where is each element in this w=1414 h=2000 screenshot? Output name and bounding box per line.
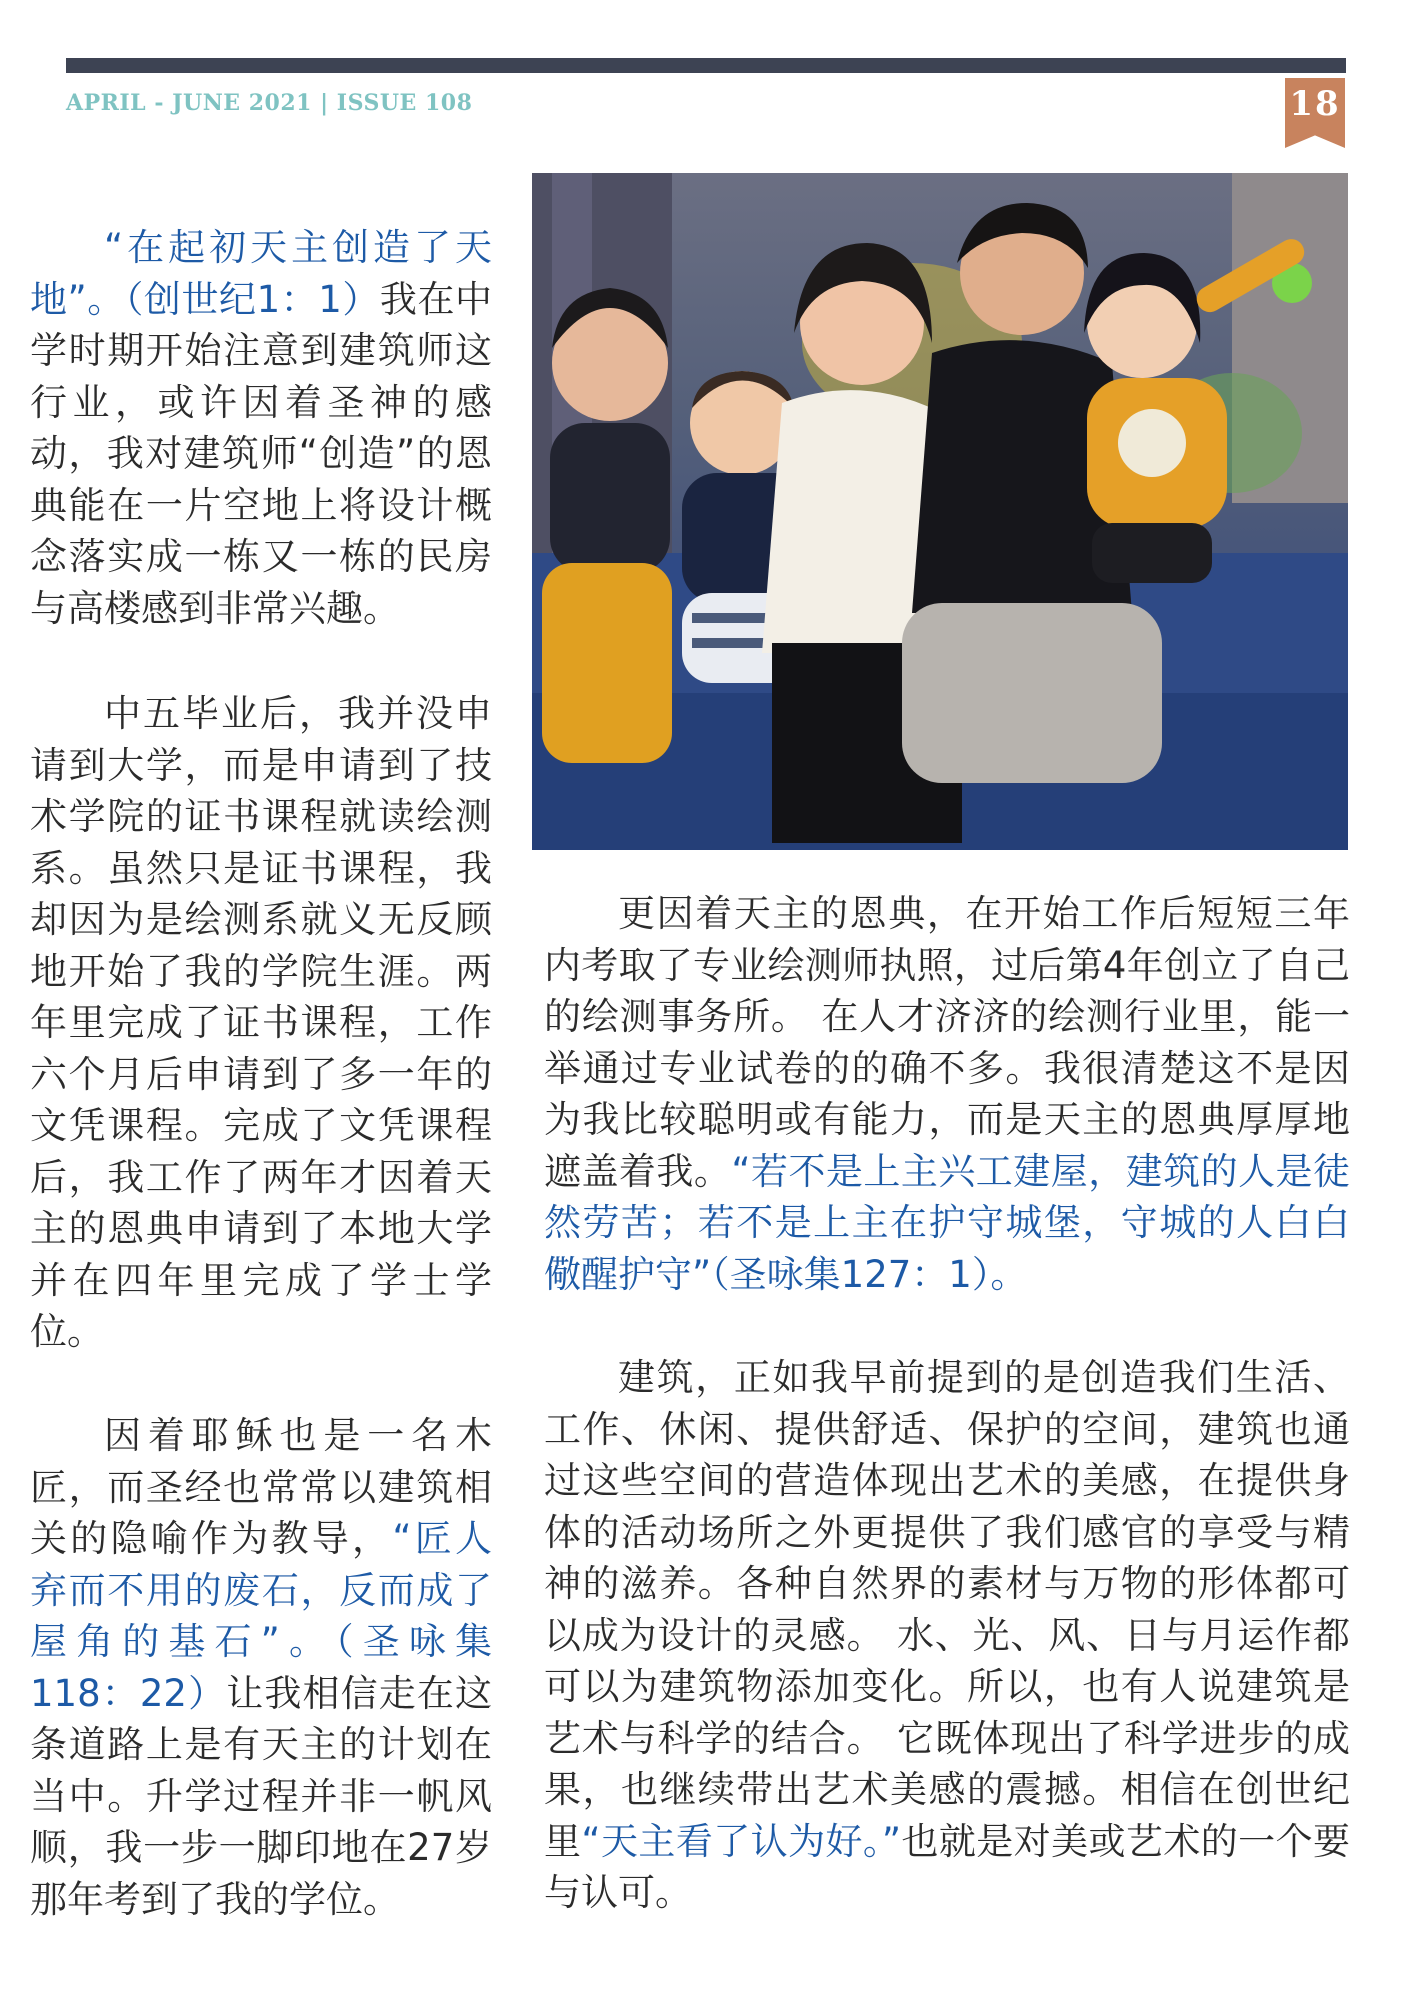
paragraph-1 (30, 222, 492, 634)
right-column-p1 (544, 888, 1350, 1300)
left-column (30, 222, 492, 634)
issue-label: APRIL - JUNE 2021 | ISSUE 108 (66, 90, 473, 116)
genesis-good-quote: “天主看了认为好。” (581, 1819, 902, 1863)
family-photo-illustration (532, 173, 1348, 850)
psalm-127-quote: “若不是上主兴工建屋，建筑的人是徒然劳苦；若不是上主在护守城堡，守城的人白白儆醒护守”（圣咏集127：1）。 (544, 1149, 1350, 1296)
header-rule (66, 58, 1346, 73)
paragraph-text: 我在中学时期开始注意到建筑师这行业，或许因着圣神的感动，我对建筑师“创造”的恩典能在一片空地上将设计概念落实成一栋又一栋的民房与高楼感到非常兴趣。 (30, 277, 493, 630)
paragraph-2: 中五毕业后，我并没申请到大学，而是申请到了技术学院的证书课程就读绘测系。虽然只是证书课程，我却因为是绘测系就义无反顾地开始了我的学院生涯。两年里完成了证书课程，工作六个月后申请到了多一年的文凭课程。完成了文凭课程后，我工作了两年才因着天主的恩典申请到了本地大学并在四年里完成了学士学位。 (30, 692, 492, 1353)
paragraph-3 (30, 1410, 492, 1925)
paragraph-text: 建筑，正如我早前提到的是创造我们生活、工作、休闲、提供舒适、保护的空间，建筑也通过这些空间的营造体现出艺术的美感，在提供身体的活动场所之外更提供了我们感官的享受与精神的滋养。各种自然界的素材与万物的形体都可以成为设计的灵感。 水、光、风、日与月运作都可以为建筑物添加变化。所以，也有人说建筑是艺术与科学的结合。 它既体现出了科学进步的成果，也继续带出艺术美感的震撼。相信在创世纪里 (544, 1356, 1350, 1863)
genesis-quote: “在起初天主创造了天地”。（创世纪1：1） (30, 226, 492, 321)
left-column-p2 (30, 688, 492, 1358)
paragraph-5 (544, 1352, 1350, 1919)
psalm-118-quote: “匠人弃而不用的废石，反而成了屋角的基石”。（圣咏集118：22） (30, 1517, 493, 1715)
paragraph-text: 也就是对美或艺术的一个要与认可。 (544, 1819, 1351, 1914)
paragraph-text: 让我相信走在这条道路上是有天主的计划在当中。升学过程并非一帆风顺，我一步一脚印地在27岁那年考到了我的学位。 (30, 1671, 493, 1921)
right-column-p2 (544, 1352, 1350, 1919)
paragraph-text: 更因着天主的恩典，在开始工作后短短三年内考取了专业绘测师执照，过后第4年创立了自己的绘测事务所。 在人才济济的绘测行业里，能一举通过专业试卷的的确不多。我很清楚这不是因为我比较聪明或有能力，而是天主的恩典厚厚地遮盖着我。 (544, 892, 1350, 1193)
family-photo (532, 173, 1348, 850)
left-column-p3 (30, 1410, 492, 1925)
paragraph-text: 因着耶稣也是一名木匠，而圣经也常常以建筑相关的隐喻作为教导， (30, 1414, 492, 1560)
page-number: 18 (1289, 84, 1341, 124)
paragraph-4 (544, 888, 1350, 1300)
